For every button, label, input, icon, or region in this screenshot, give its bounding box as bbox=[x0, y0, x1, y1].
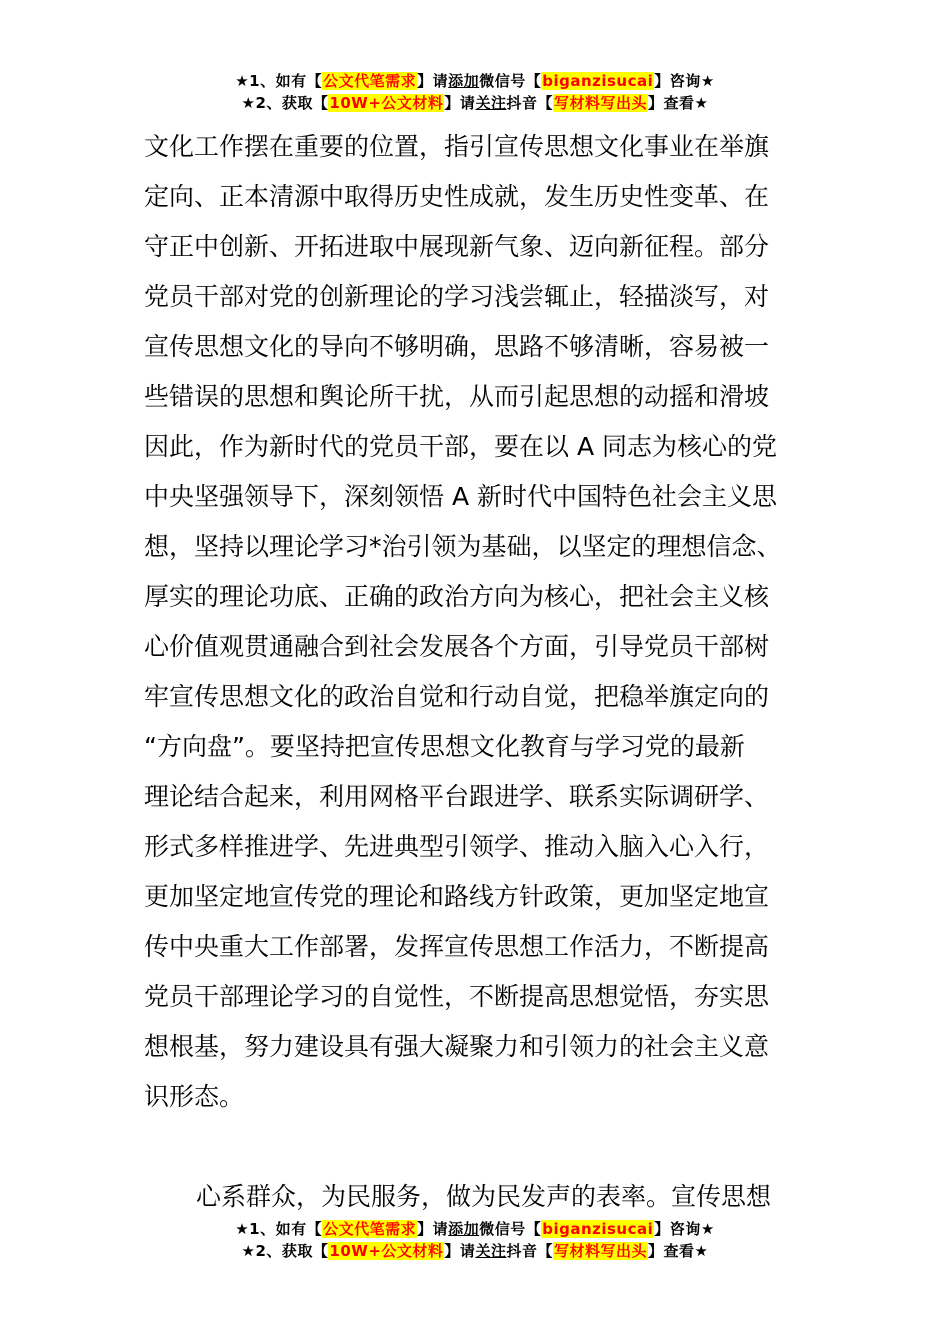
star-icon: ★ bbox=[694, 94, 709, 112]
document-body bbox=[144, 122, 814, 1222]
star-icon: ★ bbox=[241, 94, 256, 112]
banner-line-1: ★1、如有【公文代笔需求】请添加微信号【biganzisucai】咨询★ bbox=[235, 72, 715, 90]
highlight-service: 公文代笔需求 bbox=[323, 1220, 417, 1238]
highlight-douyin: 写材料写出头 bbox=[553, 1242, 647, 1260]
star-icon: ★ bbox=[700, 1220, 715, 1238]
banner-line-2: ★2、获取【10W+公文材料】请关注抖音【写材料写出头】查看★ bbox=[241, 1242, 709, 1260]
highlight-materials: 10W+公文材料 bbox=[329, 1242, 444, 1260]
star-icon: ★ bbox=[694, 1242, 709, 1260]
body-line: 党员干部理论学习的自觉性，不断提高思想觉悟，夯实思 bbox=[144, 982, 770, 1011]
body-line: 想根基，努力建设具有强大凝聚力和引领力的社会主义意 bbox=[144, 1032, 770, 1061]
body-line: 牢宣传思想文化的政治自觉和行动自觉，把稳举旗定向的 bbox=[144, 682, 770, 711]
body-line: 识形态。 bbox=[144, 1082, 245, 1111]
body-line: 党员干部对党的创新理论的学习浅尝辄止，轻描淡写，对 bbox=[144, 282, 770, 311]
body-line: “方向盘”。要坚持把宣传思想文化教育与学习党的最新 bbox=[144, 732, 745, 761]
body-line: 形式多样推进学、先进典型引领学、推动入脑入心入行， bbox=[144, 832, 770, 861]
body-line: 厚实的理论功底、正确的政治方向为核心，把社会主义核 bbox=[144, 582, 770, 611]
body-line: 心价值观贯通融合到社会发展各个方面，引导党员干部树 bbox=[144, 632, 770, 661]
highlight-wechat-id: biganzisucai bbox=[542, 1220, 654, 1238]
body-line: 些错误的思想和舆论所干扰，从而引起思想的动摇和滑坡 bbox=[144, 382, 770, 411]
paragraph-gap bbox=[144, 1122, 814, 1172]
body-line: 想，坚持以理论学习*治引领为基础，以坚定的理想信念、 bbox=[144, 532, 782, 561]
banner-line-2: ★2、获取【10W+公文材料】请关注抖音【写材料写出头】查看★ bbox=[241, 94, 709, 112]
star-icon: ★ bbox=[241, 1242, 256, 1260]
footer-banner bbox=[0, 1218, 950, 1262]
body-line: 宣传思想文化的导向不够明确，思路不够清晰，容易被一 bbox=[144, 332, 770, 361]
body-line: 中央坚强领导下，深刻领悟 A 新时代中国特色社会主义思 bbox=[144, 482, 777, 511]
highlight-wechat-id: biganzisucai bbox=[542, 72, 654, 90]
highlight-service: 公文代笔需求 bbox=[323, 72, 417, 90]
body-line: 文化工作摆在重要的位置，指引宣传思想文化事业在举旗 bbox=[144, 132, 770, 161]
body-line: 更加坚定地宣传党的理论和路线方针政策，更加坚定地宣 bbox=[144, 882, 770, 911]
paragraph-first-line: 心系群众，为民服务，做为民发声的表率。宣传思想 bbox=[196, 1182, 772, 1211]
body-line: 定向、正本清源中取得历史性成就，发生历史性变革、在 bbox=[144, 182, 770, 211]
header-banner bbox=[0, 70, 950, 114]
highlight-materials: 10W+公文材料 bbox=[329, 94, 444, 112]
star-icon: ★ bbox=[700, 72, 715, 90]
body-line: 理论结合起来，利用网格平台跟进学、联系实际调研学、 bbox=[144, 782, 770, 811]
body-line: 因此，作为新时代的党员干部，要在以 A 同志为核心的党 bbox=[144, 432, 777, 461]
highlight-douyin: 写材料写出头 bbox=[553, 94, 647, 112]
banner-line-1: ★1、如有【公文代笔需求】请添加微信号【biganzisucai】咨询★ bbox=[235, 1220, 715, 1238]
star-icon: ★ bbox=[235, 1220, 250, 1238]
body-line: 传中央重大工作部署，发挥宣传思想工作活力，不断提高 bbox=[144, 932, 770, 961]
body-line: 守正中创新、开拓进取中展现新气象、迈向新征程。部分 bbox=[144, 232, 770, 261]
star-icon: ★ bbox=[235, 72, 250, 90]
